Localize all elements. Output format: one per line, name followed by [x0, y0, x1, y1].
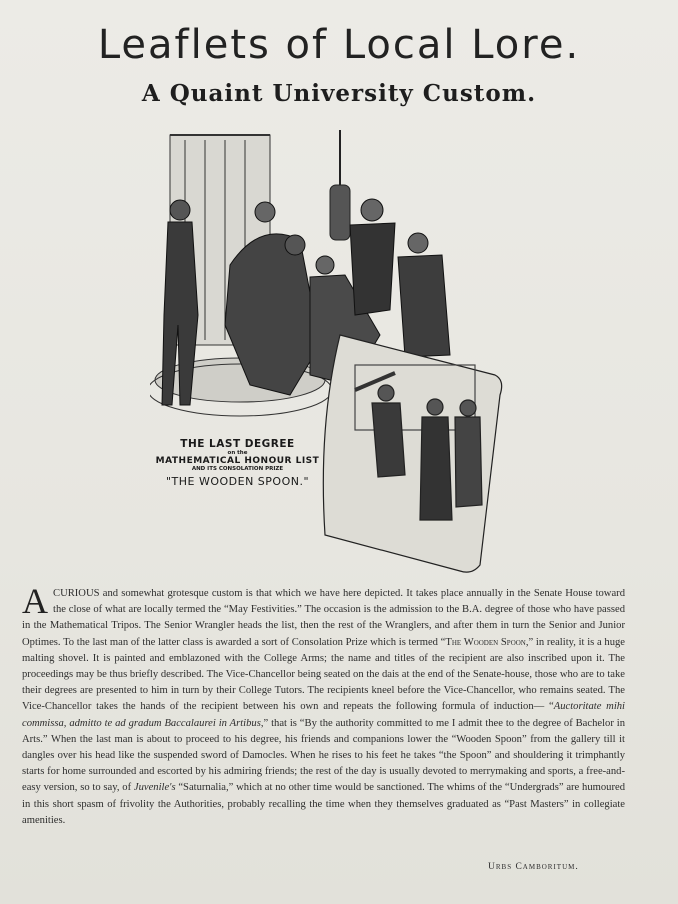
page-title: Leaflets of Local Lore.: [97, 22, 581, 68]
juvenile-reference: Juvenile's: [133, 782, 176, 794]
caption-line-3: MATHEMATICAL HONOUR LIST: [155, 456, 320, 466]
article-body: [22, 581, 626, 829]
inset-scroll: [323, 335, 501, 572]
drop-cap: A: [22, 581, 48, 621]
signature: Urbs Camboritum.: [488, 862, 579, 872]
article-text-1: and somewhat grotesque custom is that which we have here depicted. It takes place annually in the Senate House toward the close of what are locally termed the “May Festivities.” The occasion is the admission to the B.A. degree of those who have passed in the Mathematical Tripos. The Senior Wrangler heads the list, then the rest of the Wranglers, and after them in turn the Senior and Junior Optimes. To the last man of the latter class is awarded a sort of Consolation Prize which is termed “: [22, 588, 625, 648]
hanging-spoon: [330, 130, 350, 240]
latin-formula: Auctoritate mihi commissa, admitto te ad gradum Baccalaurei in Artibus: [22, 701, 626, 729]
page-subtitle: A Quaint University Custom.: [141, 80, 537, 107]
caption-line-5: "THE WOODEN SPOON.": [165, 475, 310, 488]
caption-line-4: AND ITS CONSOLATION PRIZE: [191, 466, 284, 472]
article-text-3: ,” that is “By the authority committed to me I admit thee to the degree of Bachelor in Arts.” When the last man is about to proceed to his degree, his friends and companions lower the “Wooden Spoon” from the gallery till it dangles over his head like the suspended sword of Damocles. When he rises to his feet he takes “the Spoon” and shouldering it trimphantly starts for home surrounded and escorted by his admiring friends; the rest of the day is usually devoted to merrymaking and sports, a free-and-easy version, so to say, of: [22, 717, 625, 794]
wooden-spoon-term: The Wooden Spoon: [445, 636, 526, 648]
wooden-spoon-illustration: [150, 125, 510, 575]
opening-word: CURIOUS: [53, 588, 100, 599]
article-text-2: ,” in reality, it is a huge malting shovel. It is painted and emblazoned with the College Arms; the name and titles of the recipient are also inscribed upon it. The proceedings may be thus briefly described. The Vice-Chancellor being seated on the dais at the end of the Senate-house, those who are to take their degrees are presented to him in turn by their College Tutors. The recipients kneel before the Vice-Chancellor, who remains seated. The Vice-Chancellor takes the hands of the recipient between his own and repeats the following formula of induction— “: [22, 636, 625, 713]
illustration-caption: [150, 438, 325, 488]
caption-line-1: THE LAST DEGREE: [180, 438, 295, 450]
article-text-4: “Saturnalia,” which at no other time would be sanctioned. The whims of the “Undergrads” are humoured in this short spasm of frivolity the Authorities, probably recalling the time when they themselves graduated as “Past Masters” in collegiate amenities.: [22, 782, 625, 826]
caption-line-2: on the: [227, 450, 248, 456]
